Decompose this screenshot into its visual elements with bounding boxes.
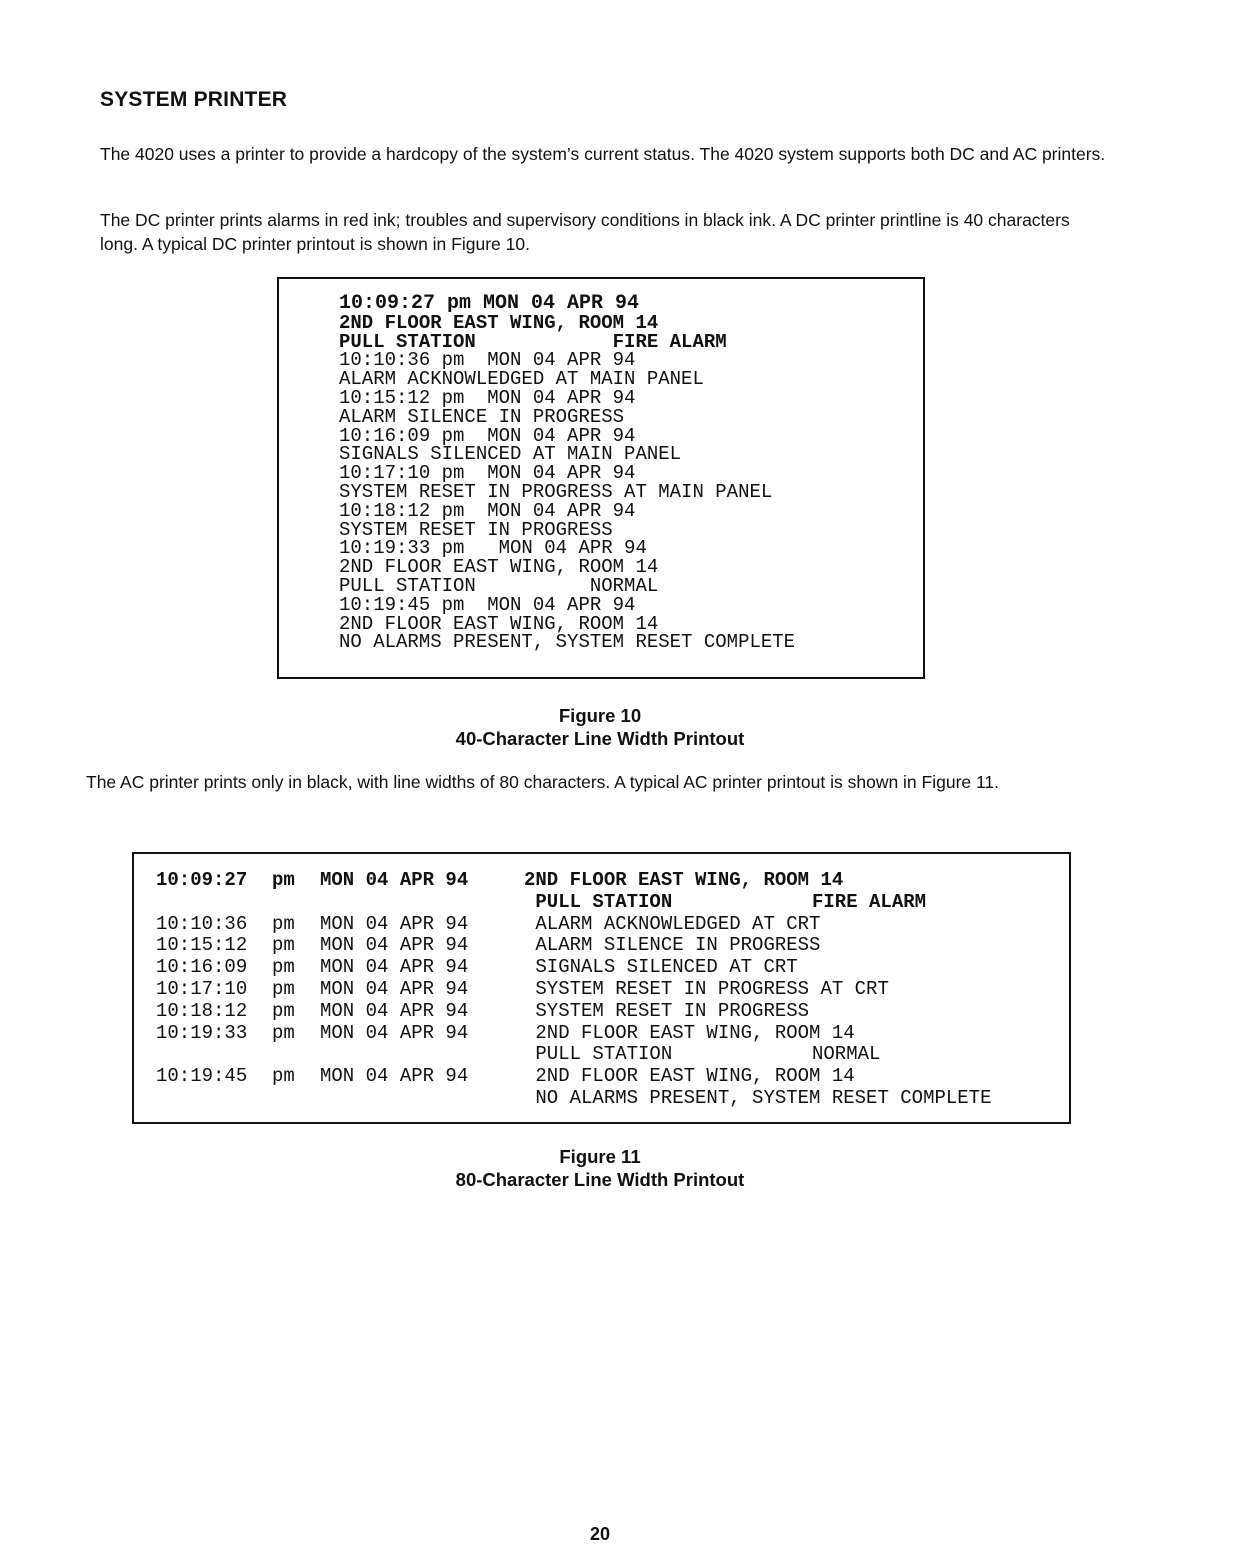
figure-11-subtitle: 80-Character Line Width Printout (455, 1169, 745, 1190)
printout-cell-date: MON 04 APR 94 (320, 956, 469, 979)
printout-cell-time: 10:15:12 (156, 934, 248, 957)
printout-cell-ampm: pm (272, 869, 295, 891)
printout-line: 10:15:12 pm MON 04 APR 94 (339, 386, 636, 409)
printout-cell-msg: 2ND FLOOR EAST WING, ROOM 14 (524, 1065, 855, 1088)
printout-line: 10:17:10 pm MON 04 APR 94 (339, 462, 636, 485)
page-number: 20 (589, 1524, 611, 1544)
printout-line: SIGNALS SILENCED AT MAIN PANEL (339, 443, 682, 466)
printout-cell-date: MON 04 APR 94 (320, 912, 469, 935)
printout-cell-date: MON 04 APR 94 (320, 977, 469, 1000)
printout-cell-msg2: FIRE ALARM (812, 890, 927, 913)
figure-11-printout (132, 852, 1071, 1124)
printout-line: 10:10:36 pm MON 04 APR 94 (339, 349, 636, 372)
printout-line: PULL STATION FIRE ALARM (339, 330, 727, 353)
printout-row (156, 914, 1069, 936)
intro-paragraph: The 4020 uses a printer to provide a hardcopy of the system’s current status. The 4020 system supports both DC and AC printers. (100, 144, 1106, 164)
printout-row (156, 1044, 1069, 1066)
printout-cell-msg: SIGNALS SILENCED AT CRT (524, 956, 798, 979)
printout-cell-ampm: pm (272, 934, 295, 957)
printout-cell-date: MON 04 APR 94 (320, 1021, 469, 1044)
printout-row (156, 870, 1069, 892)
printout-cell-date: MON 04 APR 94 (320, 869, 469, 891)
printout-cell-ampm: pm (272, 1021, 295, 1044)
printout-line: 2ND FLOOR EAST WING, ROOM 14 (339, 612, 659, 635)
printout-cell-time: 10:17:10 (156, 977, 248, 1000)
figure-10-subtitle: 40-Character Line Width Printout (455, 728, 745, 749)
printout-line: 10:19:33 pm MON 04 APR 94 (339, 537, 647, 560)
printout-row (156, 1066, 1069, 1088)
printout-line: ALARM ACKNOWLEDGED AT MAIN PANEL (339, 368, 704, 391)
printout-cell-date: MON 04 APR 94 (320, 999, 469, 1022)
printout-cell-msg: 2ND FLOOR EAST WING, ROOM 14 (524, 1021, 855, 1044)
printout-cell-msg: SYSTEM RESET IN PROGRESS (524, 999, 810, 1022)
printout-line: 10:09:27 pm MON 04 APR 94 (339, 292, 640, 315)
printout-line: 10:16:09 pm MON 04 APR 94 (339, 424, 636, 447)
printout-cell-msg: ALARM SILENCE IN PROGRESS (524, 934, 821, 957)
printout-cell-ampm: pm (272, 1065, 295, 1088)
figure-10-title: Figure 10 (558, 705, 642, 726)
printout-row (156, 1088, 1069, 1110)
printout-row (156, 892, 1069, 914)
printout-row (156, 1023, 1069, 1045)
printout-cell-ampm: pm (272, 956, 295, 979)
printout-row (156, 1001, 1069, 1023)
printout-line: 2ND FLOOR EAST WING, ROOM 14 (339, 311, 659, 334)
printout-cell-msg: ALARM ACKNOWLEDGED AT CRT (524, 912, 821, 935)
printout-cell-msg: 2ND FLOOR EAST WING, ROOM 14 (524, 869, 844, 891)
figure-10-printout (277, 277, 925, 679)
printout-cell-msg: PULL STATION (524, 890, 673, 913)
printout-line: ALARM SILENCE IN PROGRESS (339, 405, 625, 428)
printout-cell-time: 10:18:12 (156, 999, 248, 1022)
printout-line: PULL STATION NORMAL (339, 574, 659, 597)
printout-cell-ampm: pm (272, 977, 295, 1000)
printout-cell-time: 10:16:09 (156, 956, 248, 979)
printout-cell-msg2: NORMAL (812, 1043, 881, 1066)
figure-11-caption (0, 1145, 1200, 1191)
figure-10-caption (0, 704, 1200, 750)
printout-cell-ampm: pm (272, 912, 295, 935)
printout-cell-time: 10:09:27 (156, 869, 248, 891)
printout-line: SYSTEM RESET IN PROGRESS AT MAIN PANEL (339, 480, 773, 503)
printout-line: 2ND FLOOR EAST WING, ROOM 14 (339, 556, 659, 579)
figure-11-title: Figure 11 (559, 1146, 641, 1167)
dc-printer-paragraph: The DC printer prints alarms in red ink; troubles and supervisory conditions in black ink. A DC printer printline is 40 characters long. A typical DC printer printout is shown in Figure 10. (100, 210, 1070, 254)
ac-printer-paragraph: The AC printer prints only in black, with line widths of 80 characters. A typical AC printer printout is shown in Figure 11. (86, 772, 1000, 792)
printout-line: 10:19:45 pm MON 04 APR 94 (339, 593, 636, 616)
section-heading: SYSTEM PRINTER (100, 88, 288, 111)
printout-row (156, 979, 1069, 1001)
printout-row (156, 957, 1069, 979)
printout-cell-date: MON 04 APR 94 (320, 1065, 469, 1088)
printout-line: NO ALARMS PRESENT, SYSTEM RESET COMPLETE (339, 631, 796, 654)
printout-cell-time: 10:19:45 (156, 1065, 248, 1088)
printout-cell-date: MON 04 APR 94 (320, 934, 469, 957)
printout-row (156, 935, 1069, 957)
printout-cell-msg: PULL STATION (524, 1043, 673, 1066)
printout-cell-ampm: pm (272, 999, 295, 1022)
printout-cell-time: 10:19:33 (156, 1021, 248, 1044)
printout-line: SYSTEM RESET IN PROGRESS (339, 518, 613, 541)
printout-cell-time: 10:10:36 (156, 912, 248, 935)
printout-line: 10:18:12 pm MON 04 APR 94 (339, 499, 636, 522)
printout-cell-msg: SYSTEM RESET IN PROGRESS AT CRT (524, 977, 889, 1000)
printout-cell-msg: NO ALARMS PRESENT, SYSTEM RESET COMPLETE (524, 1086, 992, 1109)
